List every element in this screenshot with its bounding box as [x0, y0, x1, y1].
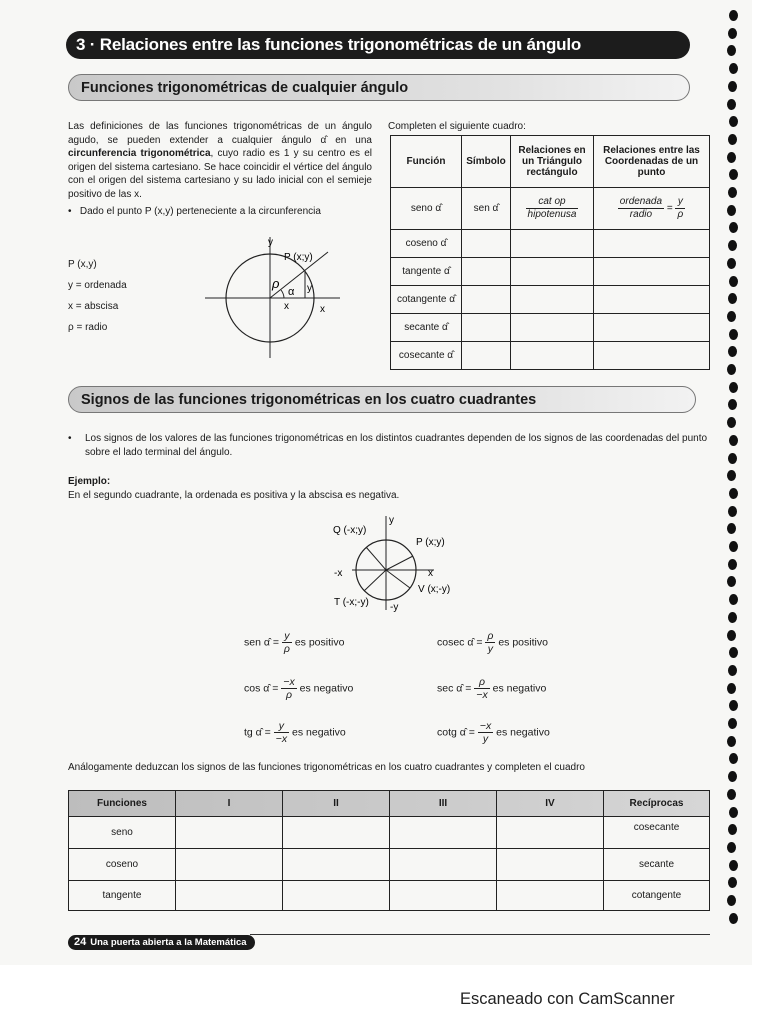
equation-fraction: $\frac{-x}{y}$: [479, 720, 492, 745]
rho-label: ρ: [272, 276, 280, 291]
intro-text-b: en una: [326, 134, 372, 146]
alpha-label: α: [288, 286, 295, 298]
binding-ring: [729, 329, 738, 340]
unit-circle-diagram: [200, 232, 350, 362]
quadrants-diagram: [330, 512, 460, 612]
binding-ring: [728, 81, 737, 92]
instruction-text: Análogamente deduzcan los signos de las funciones trigonométricas en los cuatro cuadrantes y completen el cuadro: [68, 762, 585, 773]
y-axis-label: y: [389, 515, 394, 526]
equation-fraction: $\frac{-x}{\rho}$: [283, 676, 295, 701]
binding-ring: [729, 753, 738, 764]
fraction-y-rho: $\frac{y}{\rho}$: [677, 196, 684, 220]
footer-rule: [250, 934, 710, 935]
cell-funcion: seno α̂: [391, 188, 462, 230]
binding-ring: [728, 506, 737, 517]
input-cell[interactable]: [462, 286, 511, 314]
input-cell[interactable]: [283, 817, 390, 849]
binding-ring: [727, 258, 736, 269]
input-cell[interactable]: [497, 817, 604, 849]
binding-ring: [728, 240, 737, 251]
cell-funcion: coseno α̂: [391, 230, 462, 258]
equation: [244, 676, 353, 701]
binding-ring: [729, 435, 738, 446]
binding-ring: [728, 453, 737, 464]
binding-ring: [728, 665, 737, 676]
input-cell[interactable]: [511, 258, 594, 286]
binding-ring: [727, 576, 736, 587]
alpha-symbol: α̂: [320, 134, 327, 146]
equation-result: es positivo: [294, 636, 345, 649]
cell-fn: seno: [69, 817, 176, 849]
binding-ring: [729, 594, 738, 605]
cell-funcion: cotangente α̂: [391, 286, 462, 314]
table-row: [69, 849, 710, 881]
binding-ring: [727, 470, 736, 481]
intro-text-c: , cuyo radio es 1 y su centro es el origen del sistema cartesiano. Se hace coincidir el vértice del ángulo con el origen del sistema cartesiano y su lado inicial con el semieje positivo de las x.: [68, 148, 372, 200]
binding-ring: [728, 771, 737, 782]
input-cell[interactable]: [594, 286, 710, 314]
binding-ring: [729, 10, 738, 21]
header-funciones: Funciones: [69, 791, 176, 817]
binding-ring: [728, 28, 737, 39]
x-axis-label: x: [428, 568, 433, 579]
legend-item: ρ = radio: [68, 322, 108, 333]
intro-bold: circunferencia trigonométrica: [68, 148, 211, 159]
cell-funcion: cosecante α̂: [391, 342, 462, 370]
input-cell[interactable]: [511, 314, 594, 342]
binding-ring: [729, 807, 738, 818]
fraction-ordenada: $\frac{\text{ordenada}}{\text{radio}}$: [619, 196, 663, 220]
input-cell[interactable]: [594, 230, 710, 258]
equation-result: es negativo: [299, 682, 354, 695]
input-cell[interactable]: [176, 881, 283, 911]
neg-y-label: -y: [390, 602, 399, 612]
binding-ring: [728, 718, 737, 729]
equation-fn: tg α̂ =: [244, 726, 271, 739]
header-q2: II: [283, 791, 390, 817]
legend-list: [68, 254, 127, 338]
radius-v: [386, 570, 410, 588]
table-caption: Completen el siguiente cuadro:: [388, 121, 526, 132]
cell-simbolo: sen α̂: [462, 188, 511, 230]
binding-ring: [727, 630, 736, 641]
binding-ring: [728, 877, 737, 888]
bullet-text-2: Los signos de los valores de las funciones trigonométricas en los distintos cuadrantes dependen de los signos de las coordenadas del punto sobre el lado terminal del ángulo.: [85, 433, 708, 458]
cell-rec: cotangente: [604, 881, 710, 911]
table-row: [391, 342, 710, 370]
binding-ring: [729, 116, 738, 127]
binding-ring: [729, 169, 738, 180]
table-row: [391, 188, 710, 230]
binding-ring: [729, 382, 738, 393]
equation-fraction: $\frac{y}{\rho}$: [283, 630, 290, 655]
equation-fraction: $\frac{y}{-x}$: [275, 720, 288, 745]
input-cell[interactable]: [462, 258, 511, 286]
equation-result: es positivo: [498, 636, 548, 649]
bullet-point-2: • Los signos de los valores de las funciones trigonométricas en los distintos cuadrantes dependen de los signos de las coordenadas del punto sobre el lado terminal del ángulo.: [68, 433, 708, 458]
input-cell[interactable]: [462, 342, 511, 370]
binding-ring: [727, 99, 736, 110]
binding-ring: [727, 789, 736, 800]
input-cell[interactable]: [497, 849, 604, 881]
point-v-label: V (x;-y): [418, 584, 451, 595]
bullet-text-1: Dado el punto P (x,y) perteneciente a la circunferencia: [79, 206, 321, 217]
input-cell[interactable]: [176, 849, 283, 881]
header-q3: III: [390, 791, 497, 817]
binding-ring: [729, 488, 738, 499]
input-cell[interactable]: [390, 817, 497, 849]
footer-badge: [68, 935, 255, 950]
legend-item: P (x,y): [68, 259, 97, 270]
input-cell[interactable]: [511, 342, 594, 370]
radius-q: [366, 547, 386, 570]
equation: [244, 630, 344, 655]
header-q1: I: [176, 791, 283, 817]
equation: [437, 720, 550, 745]
header-simbolo: Símbolo: [462, 136, 511, 188]
input-cell[interactable]: [283, 881, 390, 911]
binding-ring: [728, 824, 737, 835]
input-cell[interactable]: [594, 258, 710, 286]
header-triangulo: Relaciones en un Triángulo rectángulo: [511, 136, 594, 188]
fraction-cat-op: $\frac{\text{cat op}}{\text{hipotenusa}}$: [527, 196, 577, 220]
table-row: [69, 881, 710, 911]
input-cell[interactable]: [594, 342, 710, 370]
binding-ring: [729, 647, 738, 658]
binding-ring: [727, 736, 736, 747]
binding-ring: [729, 913, 738, 924]
neg-x-label: -x: [334, 568, 343, 579]
equation-result: es negativo: [292, 726, 346, 739]
equation-fraction: $\frac{\rho}{-x}$: [476, 676, 488, 701]
page-number: 24: [74, 936, 87, 948]
binding-ring: [727, 205, 736, 216]
equation-fraction: $\frac{\rho}{y}$: [487, 630, 494, 655]
binding-ring: [727, 842, 736, 853]
equation: [437, 630, 548, 655]
input-cell[interactable]: [594, 314, 710, 342]
header-funcion: Función: [391, 136, 462, 188]
input-cell[interactable]: [390, 849, 497, 881]
binding-ring: [729, 860, 738, 871]
binding-ring: [727, 523, 736, 534]
binding-ring: [727, 364, 736, 375]
equation-fn: sen α̂ =: [244, 636, 279, 649]
point-q-label: Q (-x;y): [333, 525, 367, 536]
table-row: [69, 817, 710, 849]
x-side-label: x: [284, 301, 289, 312]
equation-fn: sec α̂ =: [437, 682, 472, 695]
angle-arc: [281, 290, 284, 298]
binding-ring: [728, 399, 737, 410]
binding-ring: [729, 222, 738, 233]
input-cell[interactable]: [283, 849, 390, 881]
equation-result: es negativo: [492, 682, 547, 695]
equation: [437, 676, 546, 701]
cell-rec: secante: [604, 849, 710, 881]
equation-result: es negativo: [496, 726, 550, 739]
cell-fn: tangente: [69, 881, 176, 911]
binding-ring: [729, 63, 738, 74]
legend-item: x = abscisa: [68, 301, 119, 312]
input-cell[interactable]: [511, 230, 594, 258]
input-cell[interactable]: [390, 881, 497, 911]
book-title: Una puerta abierta a la Matemática: [90, 937, 247, 948]
ejemplo-label: Ejemplo:: [68, 476, 111, 487]
binding-ring: [729, 700, 738, 711]
table-row: [391, 258, 710, 286]
input-cell[interactable]: [176, 817, 283, 849]
cell-funcion: secante α̂: [391, 314, 462, 342]
header-q4: IV: [497, 791, 604, 817]
table-row: [391, 314, 710, 342]
legend-item: y = ordenada: [68, 280, 127, 291]
binding-ring: [728, 187, 737, 198]
cell-rec: cosecante: [604, 817, 710, 849]
binding-ring: [727, 417, 736, 428]
binding-ring: [728, 612, 737, 623]
intro-text-a: Las definiciones de las funciones trigonométricas de un ángulo agudo, se pueden extender a cualquier ángulo: [68, 121, 372, 146]
cell-funcion: tangente α̂: [391, 258, 462, 286]
binding-ring: [728, 559, 737, 570]
cell-fn: coseno: [69, 849, 176, 881]
binding-ring: [728, 134, 737, 145]
equation-fn: cosec α̂ =: [437, 636, 483, 649]
radius-t: [364, 570, 386, 591]
header-reciprocas: Recíprocas: [604, 791, 710, 817]
signs-table: [68, 790, 710, 911]
ejemplo-text: En el segundo cuadrante, la ordenada es positiva y la abscisa es negativa.: [68, 490, 400, 501]
table-row: [391, 230, 710, 258]
cell-triangulo: [511, 188, 594, 230]
y-side-label: y: [307, 283, 312, 294]
binding-ring: [727, 45, 736, 56]
binding-ring: [727, 895, 736, 906]
camscanner-watermark: Escaneado con CamScanner: [460, 990, 675, 1008]
input-cell[interactable]: [462, 230, 511, 258]
intro-paragraph: [68, 120, 372, 201]
bullet-point-1: • Dado el punto P (x,y) perteneciente a la circunferencia: [68, 206, 321, 217]
binding-ring: [729, 541, 738, 552]
header-coordenadas: Relaciones entre las Coordenadas de un punto: [594, 136, 710, 188]
equation-fn: cos α̂ =: [244, 682, 279, 695]
input-cell[interactable]: [462, 314, 511, 342]
binding-ring: [727, 683, 736, 694]
input-cell[interactable]: [511, 286, 594, 314]
table-row: [391, 286, 710, 314]
binding-ring: [727, 152, 736, 163]
radius-p: [386, 556, 413, 570]
chapter-title: 3 · Relaciones entre las funciones trigonométricas de un ángulo: [66, 31, 690, 59]
point-t-label: T (-x;-y): [334, 597, 369, 608]
section-title-1: Funciones trigonométricas de cualquier ángulo: [68, 74, 690, 101]
point-p-label: P (x;y): [416, 537, 445, 548]
point-p-label: P (x;y): [284, 252, 313, 263]
binding-ring: [727, 311, 736, 322]
binding-ring: [729, 276, 738, 287]
binding-ring: [728, 346, 737, 357]
functions-table: [390, 135, 710, 370]
section-title-2: Signos de las funciones trigonométricas en los cuatro cuadrantes: [68, 386, 696, 413]
x-axis-label: x: [320, 304, 325, 315]
cell-coordenadas: $\frac{\text{ordenada}}{\text{radio}}$ = $\frac{y}{\rho}$: [594, 188, 710, 230]
equation: [244, 720, 346, 745]
equation-fn: cotg α̂ =: [437, 726, 475, 739]
y-axis-label: y: [268, 237, 273, 248]
input-cell[interactable]: [497, 881, 604, 911]
binding-ring: [728, 293, 737, 304]
